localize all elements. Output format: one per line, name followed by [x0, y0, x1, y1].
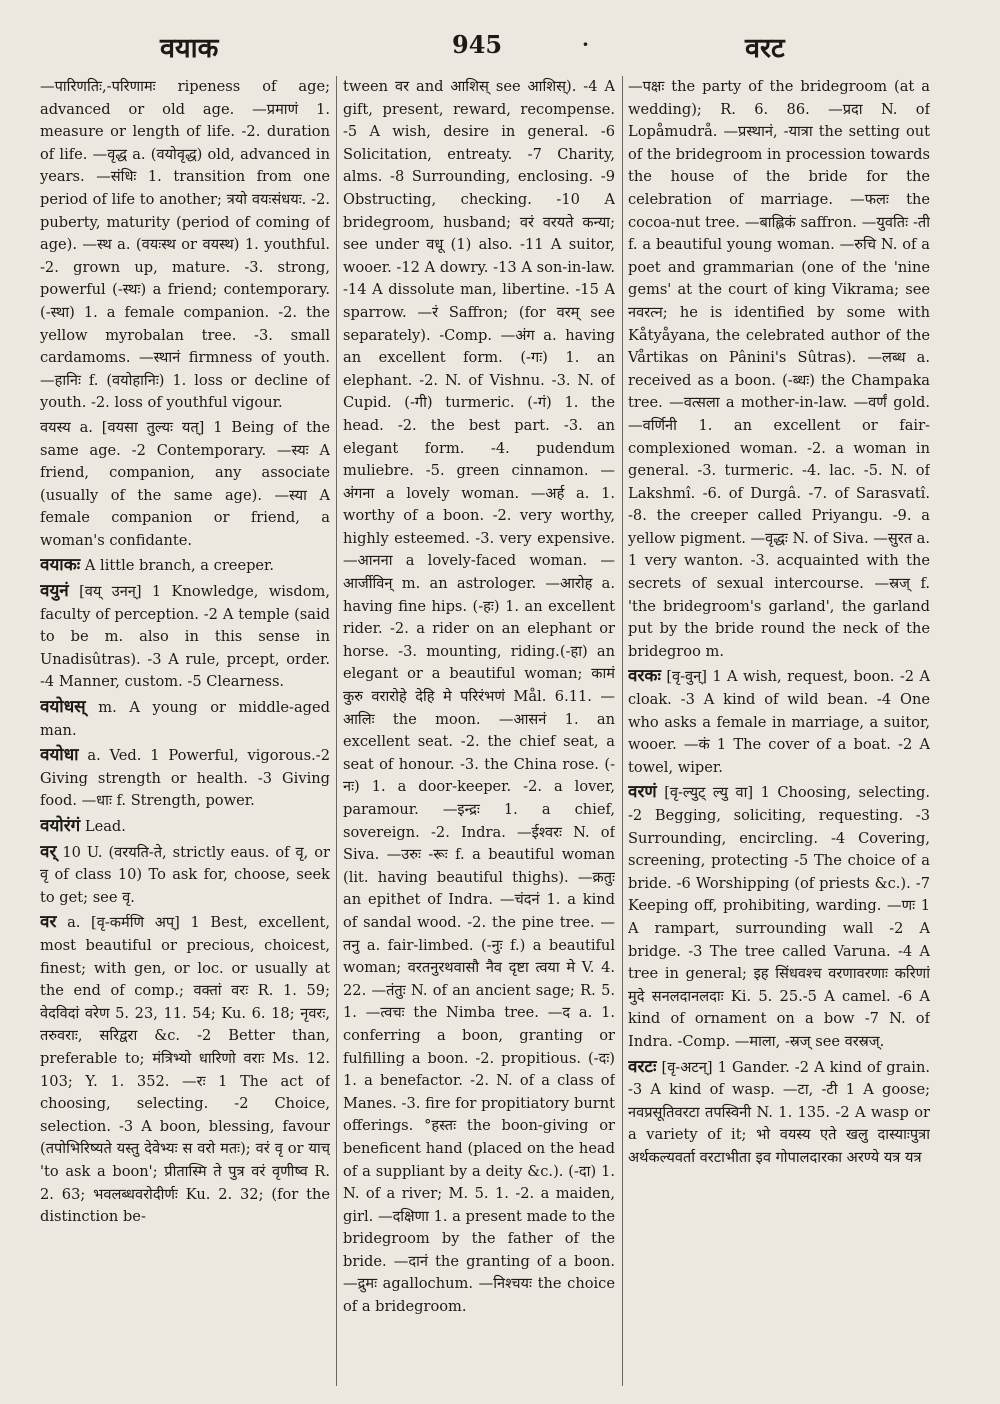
page-header — [0, 20, 1000, 72]
column-3 — [628, 76, 930, 1396]
entry: वयोधा a. Ved. 1 Powerful, vigorous.-2 Giving strength or health. -3 Giving food. —धाः f. Strength, power. — [40, 745, 330, 810]
entry: वयस्य a. [वयसा तुल्यः यत्] 1 Being of the same age. -2 Contemporary. —स्यः A friend, companion, any associate (usually of the same age). —स्या A female companion or friend, a woman's confidante. — [40, 418, 330, 549]
entry-continuation: tween वर and आशिस् see आशिस्). -4 A gift, present, reward, recompense. -5 A wish, desire in general. -6 Solicitation, entreaty. -7 Charity, alms. -8 Surrounding, enclosing. -9 Obstructing, checking. -10 A bridegroom, husband; वरं वरयते कन्या; see under वधू (1) also. -11 A suitor, wooer. -12 A dowry. -13 A son-in-law. -14 A dissolute man, libertine. -15 A sparrow. —रं Saffron; (for वरम् see separately). -Comp. —अंग a. having an excellent form. (-गः) 1. an elephant. -2. N. of Vishnu. -3. N. of Cupid. (-गी) turmeric. (-गं) 1. the head. -2. the best part. -3. an elegant form. -4. pudendum muliebre. -5. green cinnamon. —अंगना a lovely woman. —अर्ह a. 1. worthy of a boon. -2. very worthy, highly esteemed. -3. very expensive. —आनना a lovely-faced woman. —आर्जीविन् m. an astrologer. —आरोह a. having fine hips. (-हः) 1. an excellent rider. -2. a rider on an elephant or horse. -3. mounting, riding.(-हा) an elegant or a beautiful woman; कामं कुरु वरारोहे देहि मे परिरंभणं Mål. 6.11. —आलिः the moon. —आसनं 1. an excellent seat. -2. the chief seat, a seat of honour. -3. the China rose. (-नः) 1. a door-keeper. -2. a lover, paramour. —इन्द्रः 1. a chief, sovereign. -2. Indra. —ईश्वरः N. of Siva. —उरुः -रूः f. a beautiful woman (lit. having beautiful thighs). —क्रतुः an epithet of Indra. —चंदनं 1. a kind of sandal wood. -2. the pine tree. —तनु a. fair-limbed. (-नुः f.) a beautiful woman; वरतनुरथवासौ नैव दृष्टा त्वया मे V. 4. 22. —तंतुः N. of an ancient sage; R. 5. 1. —त्वचः the Nimba tree. —द a. 1. conferring a boon, granting or fulfilling a boon. -2. propitious. (-दः) 1. a benefactor. -2. N. of a class of Manes. -3. fire for propitiatory burnt offerings. °हस्तः the boon-giving or beneficent hand (placed on the head of a suppliant by a deity &c.). (-दा) 1. N. of a river; M. 5. 1. -2. a maiden, girl. —दक्षिणा 1. a present made to the bridegroom by the father of the bride. —दानं the granting of a boon. —द्रुमः agallochum. —निश्चयः the choice of a bridegroom. — [343, 78, 615, 1316]
entry-continuation: —पारिणतिः,-परिणामः ripeness of age; advanced or old age. —प्रमाणं 1. measure or length of life. -2. duration of life. —वृद्ध a. (वयोवृद्ध) old, advanced in years. —संधिः 1. transition from one period of life to another; त्रयो वयःसंधयः. -2. puberty, maturity (period of coming of age). —स्थ a. (वयःस्थ or वयस्थ) 1. youthful. -2. grown up, mature. -3. strong, powerful (-स्थः) a friend; contemporary. (-स्था) 1. a female companion. -2. the yellow myrobalan tree. -3. small cardamoms. —स्थानं firmness of youth. —हानिः f. (वयोहानिः) 1. loss or decline of youth. -2. loss of youthful vigour. — [40, 78, 330, 412]
headword: वयुनं — [40, 581, 69, 602]
column-1 — [40, 76, 330, 1396]
headword: वयाकः — [40, 555, 81, 576]
headword: वयोधा — [40, 745, 79, 766]
entry: वयोधस् m. A young or middle-aged man. — [40, 697, 330, 739]
entry: वरटः [वृ-अटन्] 1 Gander. -2 A kind of grain. -3 A kind of wasp. —टा, -टी 1 A goose; नवप्रसूतिवरटा तपस्विनी N. 1. 135. -2 A wasp or a variety of it; भो वयस्य एते खलु दास्याःपुत्रा अर्थकल्यवर्ता वरटाभीता इव गोपालदारका अरण्ये यत्र यत्र — [628, 1056, 930, 1166]
entry: वर a. [वृ-कर्मणि अप्] 1 Best, excellent, most beautiful or precious, choicest, finest; with gen, or loc. or usually at the end of comp.; वक्तां वरः R. 1. 59; वेदविदां वरेण 5. 23, 11. 54; Ku. 6. 18; नृवरः, तरुवराः, सरिद्वरा &c. -2 Better than, preferable to; मंत्रिभ्यो धारिणो वराः Ms. 12. 103; Y. 1. 352. —रः 1 The act of choosing, selecting. -2 Choice, selection. -3 A boon, blessing, favour (तपोभिरिष्यते यस्तु देवेभ्यः स वरो मतः); वरं वृ or याच् 'to ask a boon'; प्रीतास्मि ते पुत्र वरं वृणीष्व R. 2. 63; भवलब्धवरोदीर्णः Ku. 2. 32; (for the distinction be- — [40, 912, 330, 1226]
headword: वर् — [40, 841, 57, 862]
headword: वर — [40, 912, 57, 933]
headword: वरटः — [628, 1056, 657, 1077]
header-mark: · — [582, 32, 589, 56]
header-guide-word-left: वयाक — [160, 33, 219, 64]
headword: वयोधस् — [40, 697, 86, 718]
headword: वरकः — [628, 666, 661, 687]
page-number: 945 — [452, 30, 503, 59]
column-2 — [343, 76, 615, 1396]
headword: वरणं — [628, 782, 657, 803]
column-divider — [622, 76, 623, 1386]
entry: वयोरंगं Lead. — [40, 816, 126, 836]
headword: वयोरंगं — [40, 816, 81, 836]
entry: वर् 10 U. (वरयति-ते, strictly eaus. of वृ, or वृ of class 10) To ask for, choose, seek to get; see वृ. — [40, 841, 330, 906]
entry: वरकः [वृ-वुन्] 1 A wish, request, boon. -2 A cloak. -3 A kind of wild bean. -4 One who asks a female in marriage, a suitor, wooer. —कं 1 The cover of a boat. -2 A towel, wiper. — [628, 666, 930, 776]
entry-continuation: —पक्षः the party of the bridegroom (at a wedding); R. 6. 86. —प्रदा N. of Lopåmudrå. —प्रस्थानं, -यात्रा the setting out of the bridegroom in procession towards the house of the bride for the celebration of marriage. —फलः the cocoa-nut tree. —बाह्लिकं saffron. —युवतिः -ती f. a beautiful young woman. —रुचि N. of a poet and grammarian (one of the 'nine gems' at the court of king Vikrama; see नवरत्न; he is identified by some with Kåtyåyana, the celebrated author of the Vårtikas on Pânini's Sûtras). —लब्ध a. received as a boon. (-ब्धः) the Champaka tree. —वत्सला a mother-in-law. —वर्णं gold. —वर्णिनी 1. an excellent or fair-complexioned woman. -2. a woman in general. -3. turmeric. -4. lac. -5. N. of Lakshmî. -6. of Durgâ. -7. of Sarasvatî. -8. the creeper called Priyangu. -9. a yellow pigment. —वृद्धः N. of Siva. —सुरत a. 1 very wanton. -3. acquainted with the secrets of sexual intercourse. —स्रज् f. 'the bridegroom's garland', the garland put by the bride round the neck of the bridegroo m. — [628, 78, 930, 660]
header-guide-word-right: वरट — [745, 33, 785, 64]
entry: वयाकः A little branch, a creeper. — [40, 555, 275, 576]
column-divider — [336, 76, 337, 1386]
entry: वरणं [वृ-ल्युट् ल्यु वा] 1 Choosing, selecting. -2 Begging, soliciting, requesting. -3 Surrounding, encircling. -4 Covering, screening, protecting -5 The choice of a bride. -6 Worshipping (of priests &c.). -7 Keeping off, prohibiting, warding. —णः 1 A rampart, surrounding wall -2 A bridge. -3 The tree called Varuna. -4 A tree in general; इह सिंधवश्च वरणावरणाः करिणां मुदे सनलदानलदाः Ki. 5. 25.-5 A camel. -6 A kind of ornament on a bow -7 N. of Indra. -Comp. —माला, -स्रज् see वरस्रज्. — [628, 782, 930, 1050]
entry: वयुनं [वय् उनन्] 1 Knowledge, wisdom, faculty of perception. -2 A temple (said to be m. also in this sense in Unadisûtras). -3 A rule, prcept, order. -4 Manner, custom. -5 Clearness. — [40, 581, 330, 691]
